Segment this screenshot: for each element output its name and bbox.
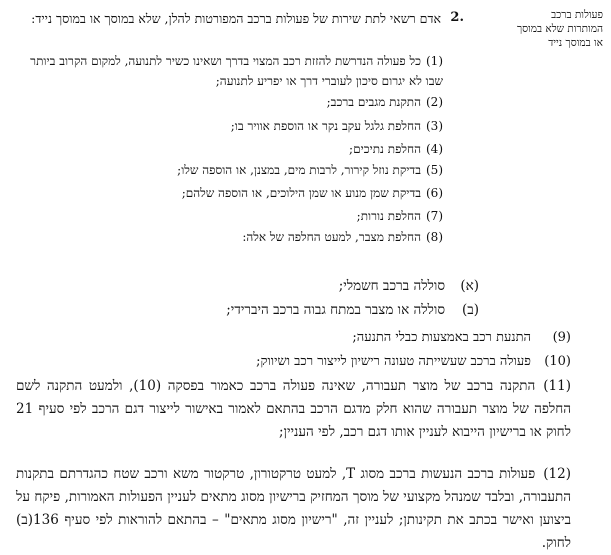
list-item [16,375,571,444]
list-item [352,329,571,345]
item-number: (3) [425,119,443,133]
list-item [11,51,443,91]
item-number: (5) [425,163,443,177]
list-item [256,353,571,369]
list-item [242,227,443,247]
item-number: (7) [425,209,443,223]
item-number: (10) [544,354,571,369]
sub-item-letter: (א) [460,278,479,294]
list-item [327,92,443,112]
item-text: פעולה ברכב שעשייתה טעונה רישיון לייצור רכב ושיווק; [256,354,531,369]
item-text: בדיקת נוזל קירור, לרבות מים, במצנן, או הוספה שלו; [177,163,421,177]
list-item [16,463,571,555]
item-number: (11) [543,378,571,394]
sub-item-letter: (ב) [461,302,479,318]
list-item [182,183,443,203]
section-intro: אדם רשאי לתת שירות של פעולות ברכב המפורטות להלן, שלא במוסך או במוסך נייד: [31,11,441,26]
item-number: (8) [425,230,443,244]
section-number: .2 [450,10,464,25]
item-number: (1) [425,54,443,68]
item-text: בדיקת שמן מנוע או שמן הילוכים, או הוספה שלהם; [181,186,421,200]
item-text: החלפת מצבר, למעט החלפה של אלה: [242,230,421,244]
sub-item-text: סוללה ברכב חשמלי; [338,278,445,294]
item-text: החלפת נתיכים; [349,142,421,156]
list-item [177,160,443,180]
list-item [231,116,443,136]
item-text: התקנת מגבים ברכב; [326,95,421,109]
item-text: החלפת גלגל עקב נקר או הוספת אוויר בו; [230,119,421,133]
item-number: (4) [425,142,443,156]
item-text: התנעת רכב באמצעות כבלי התנעה; [352,330,531,345]
item-text: כל פעולה הנדרשת להזזת רכב המצוי בדרך ושאינו כשיר לתנועה, למקום הקרוב ביותר שבו לא יגרום סיכון לעוברי דרך או יפריע לתנועה; [30,54,443,88]
item-number: (6) [425,186,443,200]
list-item [349,139,443,159]
sub-item [339,278,479,294]
item-number: (2) [425,95,443,109]
item-number: (12) [543,466,571,482]
item-number: (9) [552,330,571,345]
margin-note: פעולות ברכב המותרות שלא במוסך או במוסך נייד [516,9,603,49]
sub-item [226,302,479,318]
item-text: החלפת נורות; [356,209,421,223]
item-text: פעולות ברכב הנעשות ברכב מסוג T, למעט טרקטורון, טרקטור משא ורכב שטח כהגדרתם בתקנות התעבורה, ובלבד שמנהל מקצועי של מוסך המחזיק ברישיון מסוג מתאים לעניין הפעולות האמורות, פיקח על ביצוען ואישר בכתב את תקינותן; לעניין זה, "רישיון מסוג מתאים" – בהתאם להוראות לפי סעיף 136(ב) לחוק. [16,466,571,551]
item-text: התקנה ברכב של מוצר תעבורה, שאינה פעולה ברכב כאמור בפסקה (10), ולמעט התקנה לשם החלפה של מוצר תעבורה שהוא חלק מדגם הרכב בהתאם לאמור באישור לייצור דגם הרכב לפי סעיף 21 לחוק או ברישיון הייבוא לעניין אותו דגם רכב, לפי העניין; [16,378,571,440]
list-item [357,206,443,226]
sub-item-text: סוללה או מצבר במתח גבוה ברכב היברידי; [226,302,445,318]
